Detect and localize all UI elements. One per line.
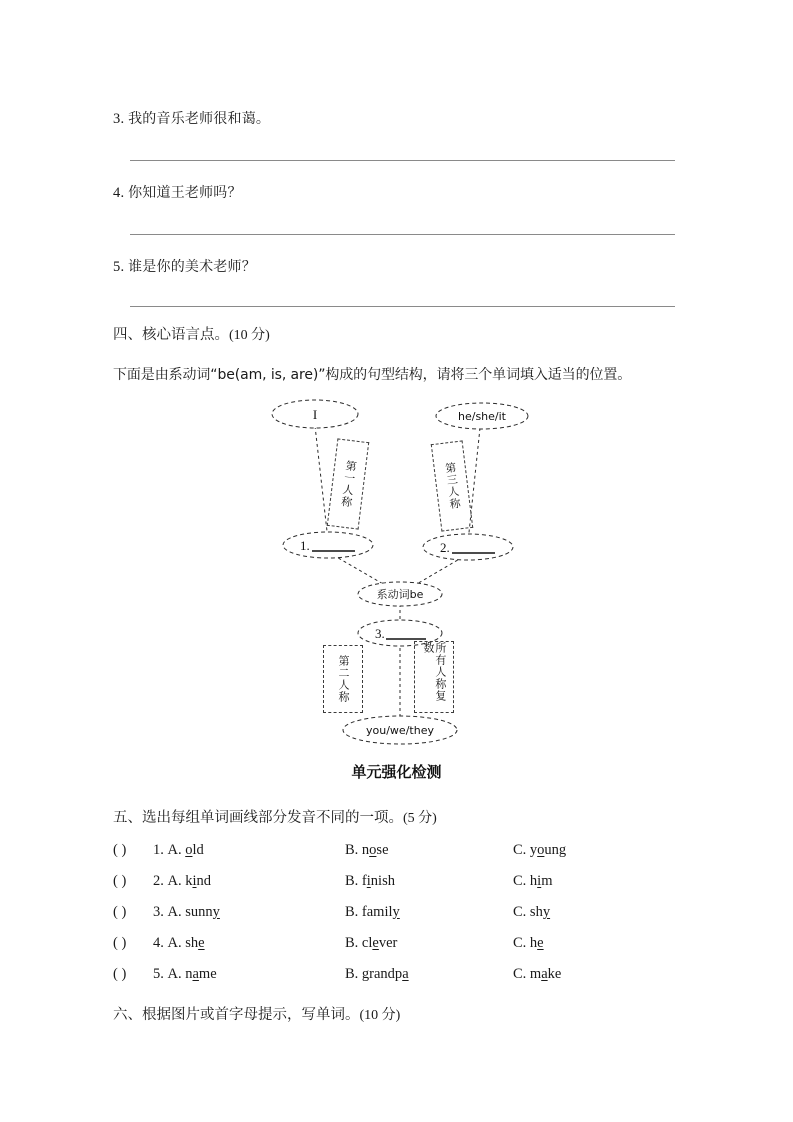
diagram-node-be-label: 系动词be [376,588,424,601]
choice-row [113,935,713,957]
choice-3-option-a[interactable]: 3. A. sunny [153,904,220,920]
diagram-blank-1-label: 1. [300,538,310,553]
choice-3-option-c[interactable]: C. shy [513,904,551,920]
translation-item-4-text: 你知道王老师吗？ [128,185,242,201]
choice-2-option-c[interactable]: C. him [513,873,553,889]
be-verb-diagram [250,392,550,754]
section-six-heading [113,1003,400,1024]
choice-2-option-b[interactable]: B. finish [345,873,395,889]
section-five-title: 五、选出每组单词画线部分发音不同的一项。 [113,810,403,826]
section-four-instruction: 下面是由系动词“be(am, is, are)”构成的句型结构，请将三个单词填入适当的位置。 [113,367,632,383]
answer-rule-4 [130,234,675,235]
answer-bracket-3[interactable]: ( ) [113,904,127,920]
diagram-box-all-plural [414,641,454,713]
translation-item-5-text: 谁是你的美术老师？ [128,259,256,275]
diagram-blank-2-label: 2. [440,540,450,555]
diagram-blank-2-shape [423,534,513,560]
section-five-heading [113,806,437,827]
choice-4-option-b[interactable]: B. clever [345,935,398,951]
section-four-title: 四、核心语言点。 [113,327,229,343]
translation-item-4 [113,182,242,202]
diagram-box-second-person-label: 第二人称 [336,655,350,703]
choice-row [113,873,713,895]
translation-item-5-number: 5. [113,259,125,275]
section-six-title: 六、根据图片或首字母提示，写单词。 [113,1007,360,1023]
choice-5-option-a[interactable]: 5. A. name [153,966,217,982]
choice-5-option-b[interactable]: B. grandpa [345,966,409,982]
choice-row [113,966,713,988]
choice-row [113,904,713,926]
choice-5-option-c[interactable]: C. make [513,966,562,982]
diagram-node-i-label: I [312,407,318,422]
section-four-score: (10 分) [229,328,270,343]
section-four-heading [113,323,270,344]
answer-bracket-5[interactable]: ( ) [113,966,127,982]
choice-2-option-a[interactable]: 2. A. kind [153,873,212,889]
translation-item-3 [113,108,270,128]
translation-item-3-number: 3. [113,111,125,127]
diagram-node-you-we-they-label: you/we/they [366,724,434,737]
diagram-blank-3-label: 3. [375,626,385,641]
choice-3-option-b[interactable]: B. family [345,904,400,920]
diagram-box-second-person [323,645,363,713]
section-six-score: (10 分) [359,1008,401,1023]
translation-item-3-text: 我的音乐老师很和蔼。 [128,111,271,127]
choice-1-option-c[interactable]: C. young [513,842,567,858]
choice-1-option-a[interactable]: 1. A. old [153,842,204,858]
unit-title: 单元强化检测 [351,763,442,781]
diagram-box-all-plural-label: 所有人称复数 [422,642,447,702]
answer-bracket-1[interactable]: ( ) [113,842,127,858]
diagram-box-third-person-label: 第三人称 [443,461,462,511]
answer-rule-5 [130,306,675,307]
translation-item-5 [113,256,256,276]
translation-item-4-number: 4. [113,185,125,201]
diagram-box-first-person-label: 第一人称 [339,459,358,509]
choice-row [113,842,713,864]
choice-1-option-b[interactable]: B. nose [345,842,389,858]
diagram-blank-1-shape [283,532,373,558]
answer-rule-3 [130,160,675,161]
section-five-score: (5 分) [403,811,437,826]
choice-4-option-a[interactable]: 4. A. she [153,935,205,951]
answer-bracket-4[interactable]: ( ) [113,935,127,951]
answer-bracket-2[interactable]: ( ) [113,873,127,889]
choice-4-option-c[interactable]: C. he [513,935,544,951]
diagram-node-he-she-it-label: he/she/it [458,410,506,423]
